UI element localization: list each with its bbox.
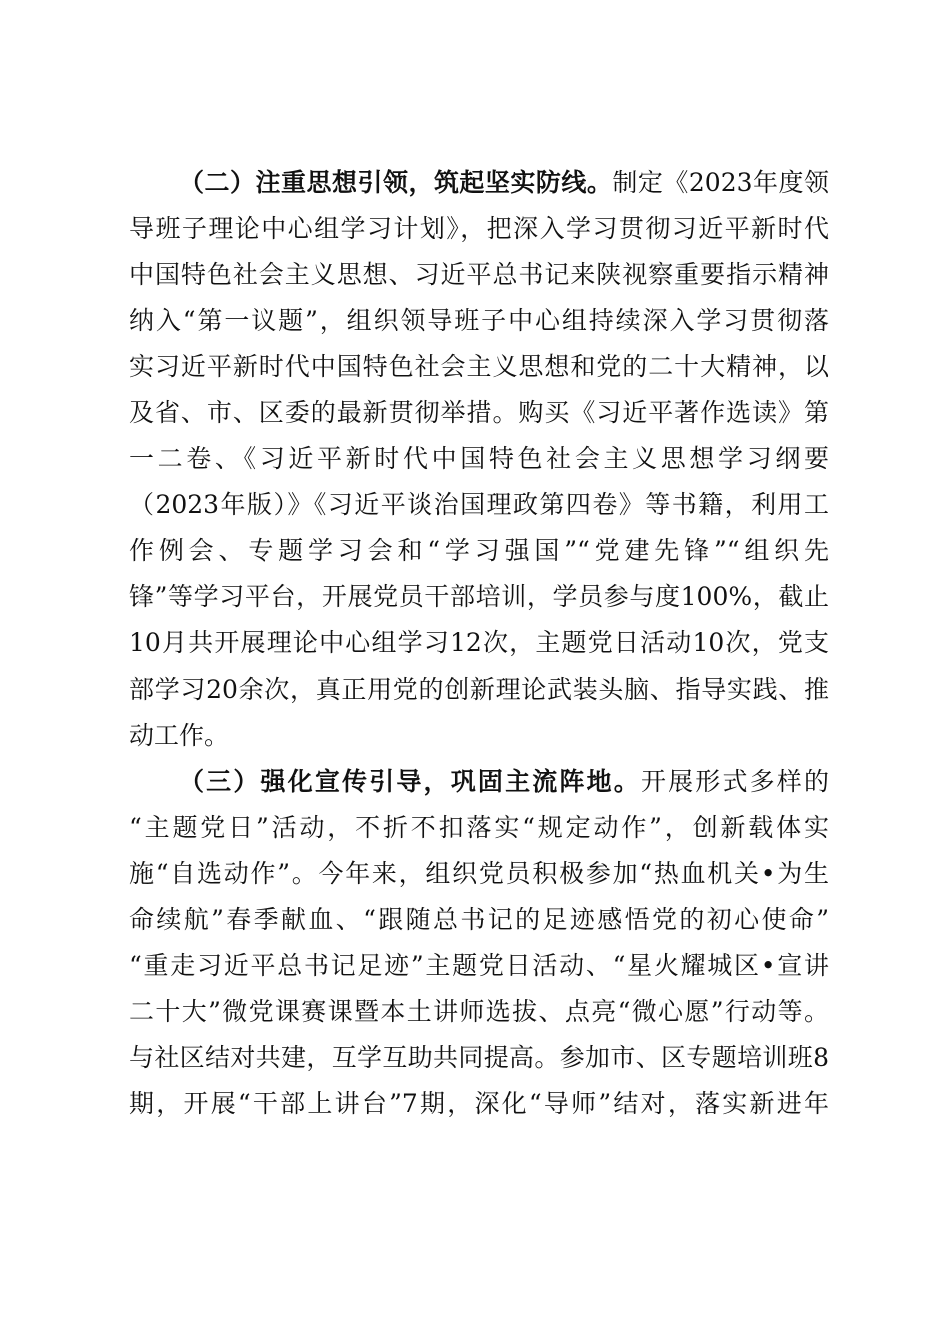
paragraph-2-line: 作例会、专题学习会和“学习强国”“党建先锋”“组织先: [129, 536, 829, 566]
section-2-heading: （二）注重思想引领，筑起坚实防线。: [179, 168, 613, 197]
paragraph-2-line-1: [129, 160, 829, 206]
paragraph-2-line: 部学习20余次，真正用党的创新理论武装头脑、指导实践、推: [129, 674, 829, 704]
paragraph-3-line: 与社区结对共建，互学互助共同提高。参加市、区专题培训班8: [129, 1042, 829, 1072]
paragraph-2-line: 一二卷、《习近平新时代中国特色社会主义思想学习纲要: [129, 444, 829, 474]
paragraph-3-line: 期，开展“干部上讲台”7期，深化“导师”结对，落实新进年: [129, 1088, 829, 1118]
section-3-heading: （三）强化宣传引导，巩固主流阵地。: [179, 766, 641, 796]
paragraph-2-line: 锋”等学习平台，开展党员干部培训，学员参与度100%，截止: [129, 582, 829, 612]
paragraph-2-line: 纳入“第一议题”，组织领导班子中心组持续深入学习贯彻落: [129, 306, 829, 336]
paragraph-2-line: 实习近平新时代中国特色社会主义思想和党的二十大精神，以: [129, 352, 829, 382]
section-2-line-text: 制定《2023年度领: [612, 168, 829, 197]
paragraph-2-line: 动工作。: [129, 720, 230, 750]
paragraph-2-line: 导班子理论中心组学习计划》，把深入学习贯彻习近平新时代: [129, 214, 829, 244]
paragraph-2-line: 10月共开展理论中心组学习12次，主题党日活动10次，党支: [129, 628, 829, 658]
paragraph-3-line: 施“自选动作”。今年来，组织党员积极参加“热血机关•为生: [129, 858, 829, 888]
paragraph-2-line: （2023年版）》《习近平谈治国理政第四卷》等书籍，利用工: [129, 490, 829, 520]
document-body: [129, 160, 829, 1127]
paragraph-2-line: 中国特色社会主义思想、习近平总书记来陕视察重要指示精神: [129, 260, 829, 290]
section-3-line-text: 开展形式多样的: [640, 766, 829, 796]
paragraph-3-line: “主题党日”活动，不折不扣落实“规定动作”，创新载体实: [129, 812, 829, 842]
paragraph-3-line-1: [129, 759, 829, 805]
paragraph-3-line: 命续航”春季献血、“跟随总书记的足迹感悟党的初心使命”: [129, 904, 829, 934]
paragraph-3-line: “重走习近平总书记足迹”主题党日活动、“星火耀城区•宣讲: [129, 950, 829, 980]
paragraph-2-line: 及省、市、区委的最新贯彻举措。购买《习近平著作选读》第: [129, 398, 829, 428]
paragraph-3-line: 二十大”微党课赛课暨本土讲师选拔、点亮“微心愿”行动等。: [129, 996, 829, 1026]
